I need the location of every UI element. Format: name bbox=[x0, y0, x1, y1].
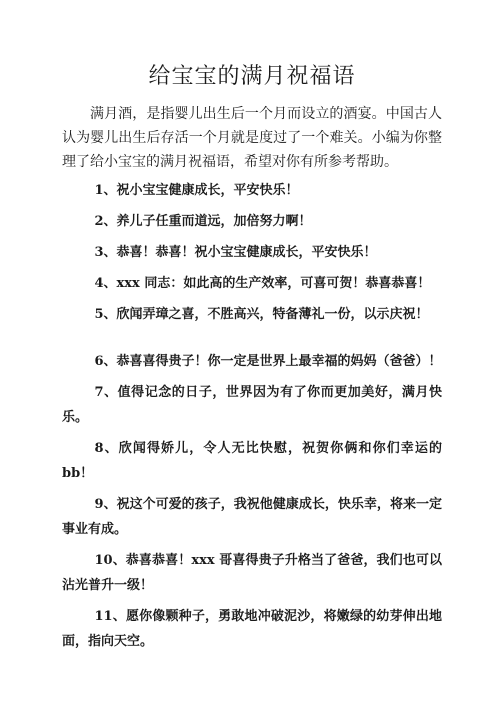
intro-paragraph: 满月酒，是指婴儿出生后一个月而设立的酒宴。中国古人认为婴儿出生后存活一个月就是度过了一个难关。小编为你整理了给小宝宝的满月祝福语，希望对你有所参考帮助。 bbox=[62, 106, 442, 170]
list-item: 8、欣闻得娇儿，令人无比快慰，祝贺你俩和你们幸运的 bb！ bbox=[62, 441, 442, 481]
list-item: 10、恭喜恭喜！xxx 哥喜得贵子升格当了爸爸，我们也可以沾光普升一级！ bbox=[62, 553, 442, 593]
list-item: 2、养儿子任重而道远，加倍努力啊！ bbox=[94, 214, 312, 229]
list-item: 3、恭喜！恭喜！祝小宝宝健康成长，平安快乐！ bbox=[94, 245, 377, 260]
list-item: 7、值得记念的日子，世界因为有了你而更加美好，满月快乐。 bbox=[62, 385, 442, 425]
list-item: 5、欣闻弄璋之喜，不胜高兴，特备薄礼一份，以示庆祝！ bbox=[94, 307, 429, 322]
list-item: 4、xxx 同志：如此高的生产效率，可喜可贺！恭喜恭喜！ bbox=[94, 276, 431, 291]
list-item: 6、恭喜喜得贵子！你一定是世界上最幸福的妈妈（爸爸）！ bbox=[94, 354, 442, 369]
list-item: 9、祝这个可爱的孩子，我祝他健康成长，快乐幸，将来一定事业有成。 bbox=[62, 497, 442, 537]
list-item: 11、愿你像颗种子，勇敢地冲破泥沙，将嫩绿的幼芽伸出地面，指向天空。 bbox=[62, 609, 442, 649]
list-item: 1、祝小宝宝健康成长，平安快乐！ bbox=[94, 183, 299, 198]
document-title: 给宝宝的满月祝福语 bbox=[148, 64, 356, 89]
